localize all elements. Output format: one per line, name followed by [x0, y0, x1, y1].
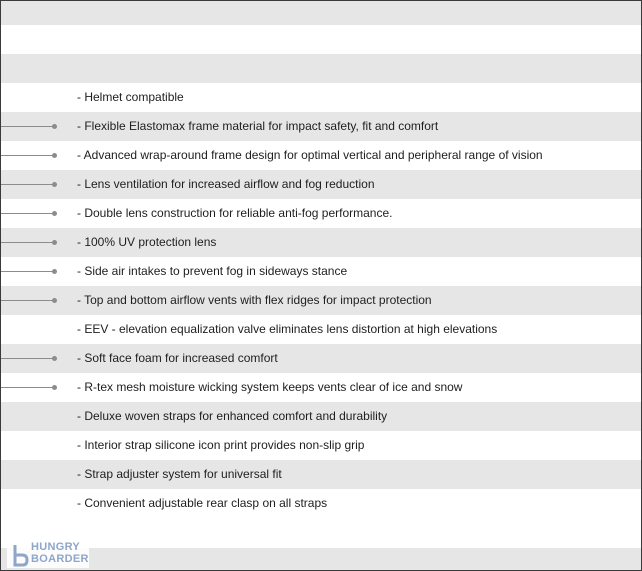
- feature-row: [1, 286, 641, 315]
- feature-text: - Convenient adjustable rear clasp on all straps: [77, 496, 328, 510]
- leader-line: [1, 300, 53, 301]
- feature-text: - Flexible Elastomax frame material for impact safety, fit and comfort: [77, 119, 439, 133]
- leader-dot-icon: [52, 211, 57, 216]
- feature-text: - Strap adjuster system for universal fit: [77, 467, 282, 481]
- feature-text: - EEV - elevation equalization valve eliminates lens distortion at high elevations: [77, 322, 498, 336]
- leader-line: [1, 387, 53, 388]
- feature-text: - Side air intakes to prevent fog in sideways stance: [77, 264, 348, 278]
- feature-row: [1, 489, 641, 518]
- leader-dot-icon: [52, 240, 57, 245]
- feature-row: [1, 257, 641, 286]
- feature-row: [1, 170, 641, 199]
- leader-dot-icon: [52, 356, 57, 361]
- feature-text: - Advanced wrap-around frame design for optimal vertical and peripheral range of vision: [77, 148, 543, 162]
- feature-text: - Helmet compatible: [77, 90, 184, 104]
- feature-row: [1, 83, 641, 112]
- feature-text: - Soft face foam for increased comfort: [77, 351, 278, 365]
- boarder-logo-icon: [9, 543, 29, 567]
- blank-stripe: [1, 519, 641, 548]
- feature-row: [1, 141, 641, 170]
- feature-row: [1, 344, 641, 373]
- leader-line: [1, 184, 53, 185]
- feature-row: [1, 431, 641, 460]
- feature-text: - Lens ventilation for increased airflow and fog reduction: [77, 177, 375, 191]
- watermark-line-1: HUNGRY: [31, 541, 81, 553]
- leader-dot-icon: [52, 182, 57, 187]
- feature-row: [1, 315, 641, 344]
- leader-line: [1, 213, 53, 214]
- feature-row: [1, 228, 641, 257]
- leader-dot-icon: [52, 269, 57, 274]
- leader-dot-icon: [52, 124, 57, 129]
- feature-row: [1, 373, 641, 402]
- feature-row: [1, 112, 641, 141]
- hungry-boarder-watermark: [7, 541, 89, 568]
- blank-stripe: [1, 25, 641, 54]
- blank-stripe: [1, 548, 641, 571]
- leader-line: [1, 126, 53, 127]
- leader-dot-icon: [52, 385, 57, 390]
- leader-line: [1, 242, 53, 243]
- blank-stripe: [1, 0, 641, 25]
- feature-text: - 100% UV protection lens: [77, 235, 217, 249]
- feature-row: [1, 460, 641, 489]
- leader-line: [1, 155, 53, 156]
- leader-dot-icon: [52, 298, 57, 303]
- feature-row: [1, 402, 641, 431]
- blank-stripe: [1, 54, 641, 83]
- leader-line: [1, 358, 53, 359]
- feature-text: - R-tex mesh moisture wicking system keeps vents clear of ice and snow: [77, 380, 463, 394]
- leader-dot-icon: [52, 153, 57, 158]
- leader-line: [1, 271, 53, 272]
- feature-text: - Interior strap silicone icon print provides non-slip grip: [77, 438, 365, 452]
- feature-text: - Top and bottom airflow vents with flex ridges for impact protection: [77, 293, 432, 307]
- feature-text: - Deluxe woven straps for enhanced comfort and durability: [77, 409, 388, 423]
- feature-text: - Double lens construction for reliable anti-fog performance.: [77, 206, 393, 220]
- watermark-line-2: BOARDER: [31, 552, 89, 565]
- feature-row: [1, 199, 641, 228]
